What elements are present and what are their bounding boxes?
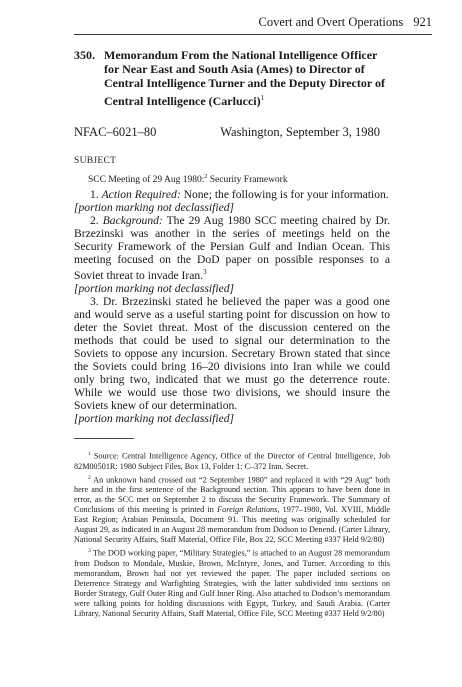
subject-footnote-ref[interactable]: 2 xyxy=(204,174,208,180)
paragraph-1: 1. Action Required: None; the following is for your information. [portion marking not declassified] xyxy=(74,188,389,214)
footnote-1: $^1$ Source: Central Intelligence Agency, Office of the Director of Central Intelligence, Job 82M00501R: 1980 Subject Files, Box 13, Folder 1: C–372 Iran. Secret. xyxy=(74,451,390,471)
portion-marking: [portion marking not declassified] xyxy=(74,201,235,214)
action-required-label: Action Required: xyxy=(101,188,181,201)
paragraph-2-footnote-ref[interactable]: 3 xyxy=(203,268,207,276)
running-header xyxy=(258,15,432,30)
document-title: Memorandum From the National Intelligence Officer for Near East and South Asia (Ames) to Director of Central Intelligence Turner and the Deputy Director of Central Intelligence (Carlucci) xyxy=(104,48,385,108)
memo-body xyxy=(74,188,390,425)
document-title-block xyxy=(74,48,394,108)
page-number: 921 xyxy=(413,15,432,29)
footnotes xyxy=(74,449,390,620)
footnote-rule xyxy=(74,438,134,439)
header-section-title: Covert and Overt Operations xyxy=(258,15,404,29)
subject-line: SCC Meeting of 29 Aug 1980:$^2$ Security Framework xyxy=(88,174,288,186)
title-footnote-ref[interactable]: 1 xyxy=(260,93,265,102)
paragraph-2: 2. Background: The 29 Aug 1980 SCC meeting chaired by Dr. Brzezinski was another in the series of meetings held on the Security Framework of the Persian Gulf and Indian Ocean. This meeting focused on the DoD paper on possible responses to a Soviet threat to invade Iran.$^3$ [portion marking not declassified] xyxy=(74,214,391,295)
document-id: NFAC–6021–80 xyxy=(74,125,157,139)
document-number: 350. xyxy=(74,48,95,62)
portion-marking: [portion marking not declassified] xyxy=(74,411,235,425)
portion-marking: [portion marking not declassified] xyxy=(74,281,235,295)
background-label: Background: xyxy=(102,214,163,227)
paragraph-3: 3. Dr. Brzezinski stated he believed the paper was a good one and would serve as a useful starting point for discussion on how to deter the Soviet threat. Most of the discussion centered on the methods that could be used to signal our determination to the Soviets to oppose any incursion. Secretary Brown stated that since the Soviets could bring 16–20 divisions into Iran while we could only bring two, indicated that we must go the deterrence route. While we would use those two divisions, we should insure the Soviets knew of our determination. [portion marking not declassified] xyxy=(74,294,390,425)
subject-heading: SUBJECT xyxy=(74,156,117,166)
footnote-2: $^2$ An unknown hand crossed out “2 September 1980” and replaced it with “29 Aug” both here and in the first sentence of the Background section. This appears to have been done in error, as the SCC met on September 2 to discuss the Security Framework. The Summary of Conclusions of this meeting is printed in Foreign Relations, 1977–1980, Vol. XVIII, Middle East Region; Arabian Peninsula, Document 91. This meeting was originally scheduled for August 29, as indicated in an August 28 memorandum from Dodson to Denend. (Carter Library, National Security Affairs, Staff Material, Office File, Box 22, SCC Meeting #337 Held 9/2/80) xyxy=(74,474,391,545)
header-rule xyxy=(74,34,432,35)
footnote-3: $^3$ The DOD working paper, “Military Strategies,” is attached to an August 28 memorandum from Dodson to Mondale, Muskie, Brown, McIntyre, Jones, and Turner. According to this memorandum, Brown had not yet reviewed the paper. The paper included sections on Deterrence Strategy and Warfighting Strategies, with the latter subdivided into sections on Border Strategy, Gulf Outer Ring and Gulf Inner Ring. Also attached to Dodson’s memorandum were talking points for holding discussions with Egypt, Turkey, and Saudi Arabia. (Carter Library, National Security Affairs, Staff Material, Office File, SCC Meeting #337 Held 9/2/80) xyxy=(74,548,390,619)
place-date: Washington, September 3, 1980 xyxy=(220,125,380,139)
